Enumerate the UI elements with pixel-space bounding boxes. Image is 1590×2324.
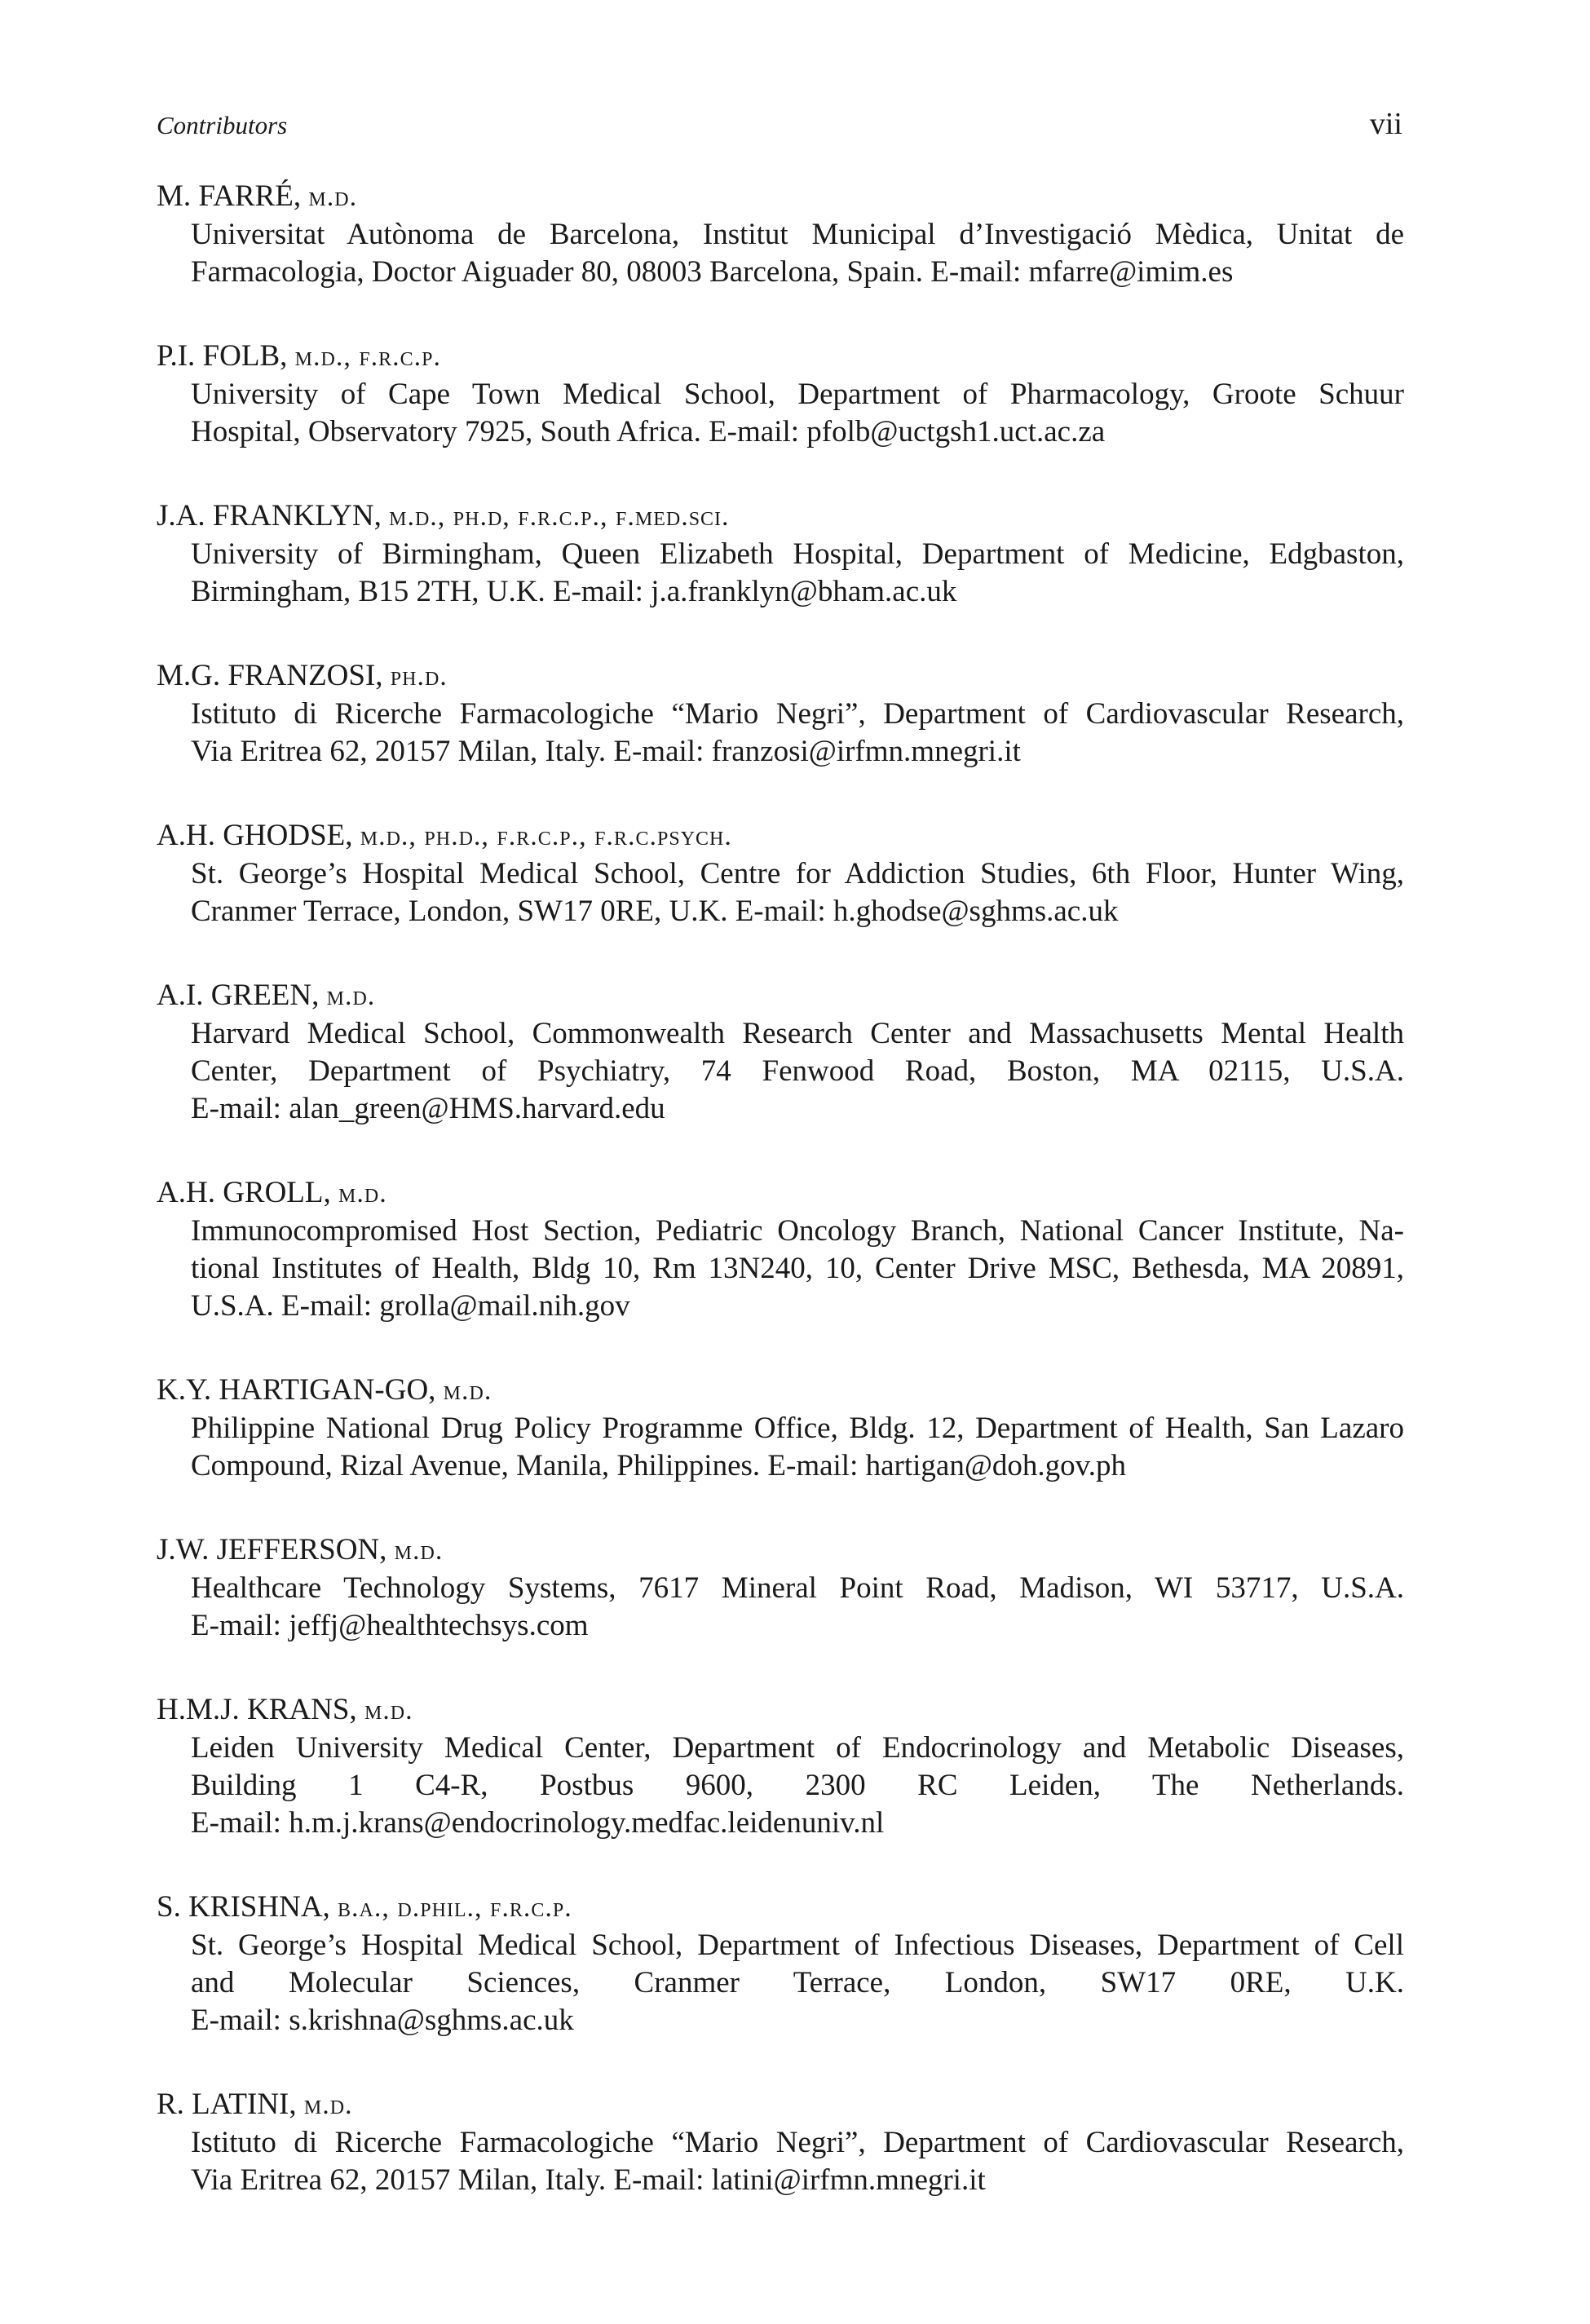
- contributor-heading: [157, 1691, 1404, 1730]
- affiliation-line: St. George’s Hospital Medical School, Department of Infectious Diseases, Department of Cell: [191, 1929, 1404, 1962]
- affiliation-line: Via Eritrea 62, 20157 Milan, Italy. E-mail: latini@irfmn.mnegri.it: [191, 2163, 986, 2197]
- affiliation-line: E-mail: s.krishna@sghms.ac.uk: [191, 2004, 574, 2037]
- contributor-affiliation: [191, 1927, 1404, 2039]
- affiliation-line: Istituto di Ricerche Farmacologiche “Mario Negri”, Department of Cardiovascular Research,: [191, 697, 1404, 731]
- contributor-name: J.A. FRANKLYN,: [157, 499, 382, 532]
- affiliation-line: Hospital, Observatory 7925, South Africa. E-mail: pfolb@uctgsh1.uct.ac.za: [191, 415, 1106, 448]
- contributor-degrees: ph.d.: [390, 661, 448, 691]
- affiliation-line: Leiden University Medical Center, Department of Endocrinology and Metabolic Diseases,: [191, 1731, 1404, 1765]
- contributor-name: A.I. GREEN,: [157, 979, 320, 1012]
- contributor-degrees: m.d., ph.d, f.r.c.p., f.med.sci.: [389, 501, 730, 532]
- affiliation-line: Cranmer Terrace, London, SW17 0RE, U.K. E-mail: h.ghodse@sghms.ac.uk: [191, 895, 1119, 928]
- contributor-entry: [157, 497, 1404, 611]
- contributor-degrees: m.d.: [394, 1535, 444, 1566]
- contributor-heading: [157, 497, 1404, 536]
- contributor-name: K.Y. HARTIGAN-GO,: [157, 1373, 436, 1407]
- contributor-affiliation: [191, 1730, 1404, 1842]
- affiliation-line: and Molecular Sciences, Cranmer Terrace, London, SW17 0RE, U.K.: [191, 1966, 1404, 1999]
- contributor-degrees: m.d.: [308, 182, 358, 212]
- affiliation-line: Universitat Autònoma de Barcelona, Institut Municipal d’Investigació Mèdica, Unitat de: [191, 218, 1404, 251]
- contributor-heading: [157, 1531, 1404, 1570]
- affiliation-line: U.S.A. E-mail: grolla@mail.nih.gov: [191, 1289, 630, 1323]
- affiliation-line: Farmacologia, Doctor Aiguader 80, 08003 Barcelona, Spain. E-mail: mfarre@imim.es: [191, 255, 1234, 289]
- affiliation-line: Istituto di Ricerche Farmacologiche “Mario Negri”, Department of Cardiovascular Research,: [191, 2126, 1404, 2159]
- contributor-entry: [157, 657, 1404, 771]
- page-header: [157, 106, 1402, 155]
- contributor-entry: [157, 977, 1404, 1128]
- contributor-affiliation: [191, 1015, 1404, 1128]
- contributor-heading: [157, 977, 1404, 1015]
- affiliation-line: Center, Department of Psychiatry, 74 Fenwood Road, Boston, MA 02115, U.S.A.: [191, 1054, 1404, 1088]
- contributor-affiliation: [191, 216, 1404, 291]
- contributor-affiliation: [191, 2124, 1404, 2199]
- affiliation-line: Building 1 C4-R, Postbus 9600, 2300 RC Leiden, The Netherlands.: [191, 1769, 1404, 1802]
- contributor-name: J.W. JEFFERSON,: [157, 1533, 387, 1566]
- contributor-entry: [157, 1691, 1404, 1842]
- page-number: vii: [1369, 107, 1402, 141]
- affiliation-line: University of Birmingham, Queen Elizabeth Hospital, Department of Medicine, Edgbaston,: [191, 537, 1404, 571]
- contributor-heading: [157, 338, 1404, 376]
- contributor-name: M. FARRÉ,: [157, 179, 302, 213]
- contributor-degrees: m.d.: [326, 981, 376, 1011]
- contributor-entry: [157, 1372, 1404, 1485]
- contributor-heading: [157, 1889, 1404, 1927]
- contributor-heading: [157, 1372, 1404, 1410]
- affiliation-line: E-mail: h.m.j.krans@endocrinology.medfac.leidenuniv.nl: [191, 1806, 885, 1840]
- contributor-degrees: m.d.: [364, 1695, 413, 1725]
- running-head: Contributors: [157, 111, 288, 139]
- affiliation-line: Healthcare Technology Systems, 7617 Mineral Point Road, Madison, WI 53717, U.S.A.: [191, 1571, 1404, 1605]
- contributor-heading: [157, 2086, 1404, 2124]
- affiliation-line: Via Eritrea 62, 20157 Milan, Italy. E-mail: franzosi@irfmn.mnegri.it: [191, 735, 1021, 768]
- contributor-name: H.M.J. KRANS,: [157, 1693, 357, 1726]
- contributor-degrees: m.d., f.r.c.p.: [294, 342, 442, 372]
- contributor-entry: [157, 2086, 1404, 2199]
- contributor-affiliation: [191, 1410, 1404, 1485]
- affiliation-line: Immunocompromised Host Section, Pediatric Oncology Branch, National Cancer Institute, Na-: [191, 1214, 1404, 1248]
- contributor-affiliation: [191, 536, 1404, 611]
- affiliation-line: Philippine National Drug Policy Programme Office, Bldg. 12, Department of Health, San Lazaro: [191, 1412, 1404, 1445]
- contributor-name: M.G. FRANZOSI,: [157, 659, 383, 692]
- contributor-heading: [157, 817, 1404, 855]
- contributor-affiliation: [191, 376, 1404, 451]
- affiliation-line: Harvard Medical School, Commonwealth Research Center and Massachusetts Mental Health: [191, 1017, 1404, 1050]
- contributors-list: [157, 178, 1404, 2246]
- affiliation-line: Birmingham, B15 2TH, U.K. E-mail: j.a.franklyn@bham.ac.uk: [191, 575, 957, 608]
- contributor-heading: [157, 178, 1404, 216]
- contributor-name: A.H. GHODSE,: [157, 819, 353, 852]
- contributor-name: A.H. GROLL,: [157, 1176, 331, 1209]
- contributor-entry: [157, 817, 1404, 930]
- contributor-name: S. KRISHNA,: [157, 1890, 330, 1924]
- contributor-heading: [157, 657, 1404, 696]
- contributor-entry: [157, 338, 1404, 451]
- contributor-heading: [157, 1174, 1404, 1213]
- contributor-entry: [157, 1531, 1404, 1645]
- contributor-name: P.I. FOLB,: [157, 339, 288, 373]
- affiliation-line: University of Cape Town Medical School, Department of Pharmacology, Groote Schuur: [191, 378, 1404, 411]
- contributor-degrees: m.d., ph.d., f.r.c.p., f.r.c.psych.: [360, 821, 732, 851]
- contributor-degrees: b.a., d.phil., f.r.c.p.: [338, 1893, 572, 1923]
- contributor-affiliation: [191, 696, 1404, 771]
- contributor-degrees: m.d.: [303, 2090, 353, 2120]
- contributor-degrees: m.d.: [443, 1376, 492, 1406]
- affiliation-line: St. George’s Hospital Medical School, Centre for Addiction Studies, 6th Floor, Hunter Wing,: [191, 857, 1404, 890]
- affiliation-line: E-mail: alan_green@HMS.harvard.edu: [191, 1092, 665, 1125]
- contributor-name: R. LATINI,: [157, 2088, 297, 2121]
- contributor-entry: [157, 1889, 1404, 2039]
- affiliation-line: tional Institutes of Health, Bldg 10, Rm 13N240, 10, Center Drive MSC, Bethesda, MA 20891,: [191, 1252, 1404, 1285]
- contributor-affiliation: [191, 1213, 1404, 1325]
- contributor-entry: [157, 178, 1404, 291]
- contributor-degrees: m.d.: [338, 1178, 387, 1208]
- contributor-affiliation: [191, 1570, 1404, 1645]
- contributor-affiliation: [191, 855, 1404, 930]
- affiliation-line: Compound, Rizal Avenue, Manila, Philippines. E-mail: hartigan@doh.gov.ph: [191, 1449, 1126, 1482]
- contributor-entry: [157, 1174, 1404, 1325]
- affiliation-line: E-mail: jeffj@healthtechsys.com: [191, 1609, 589, 1642]
